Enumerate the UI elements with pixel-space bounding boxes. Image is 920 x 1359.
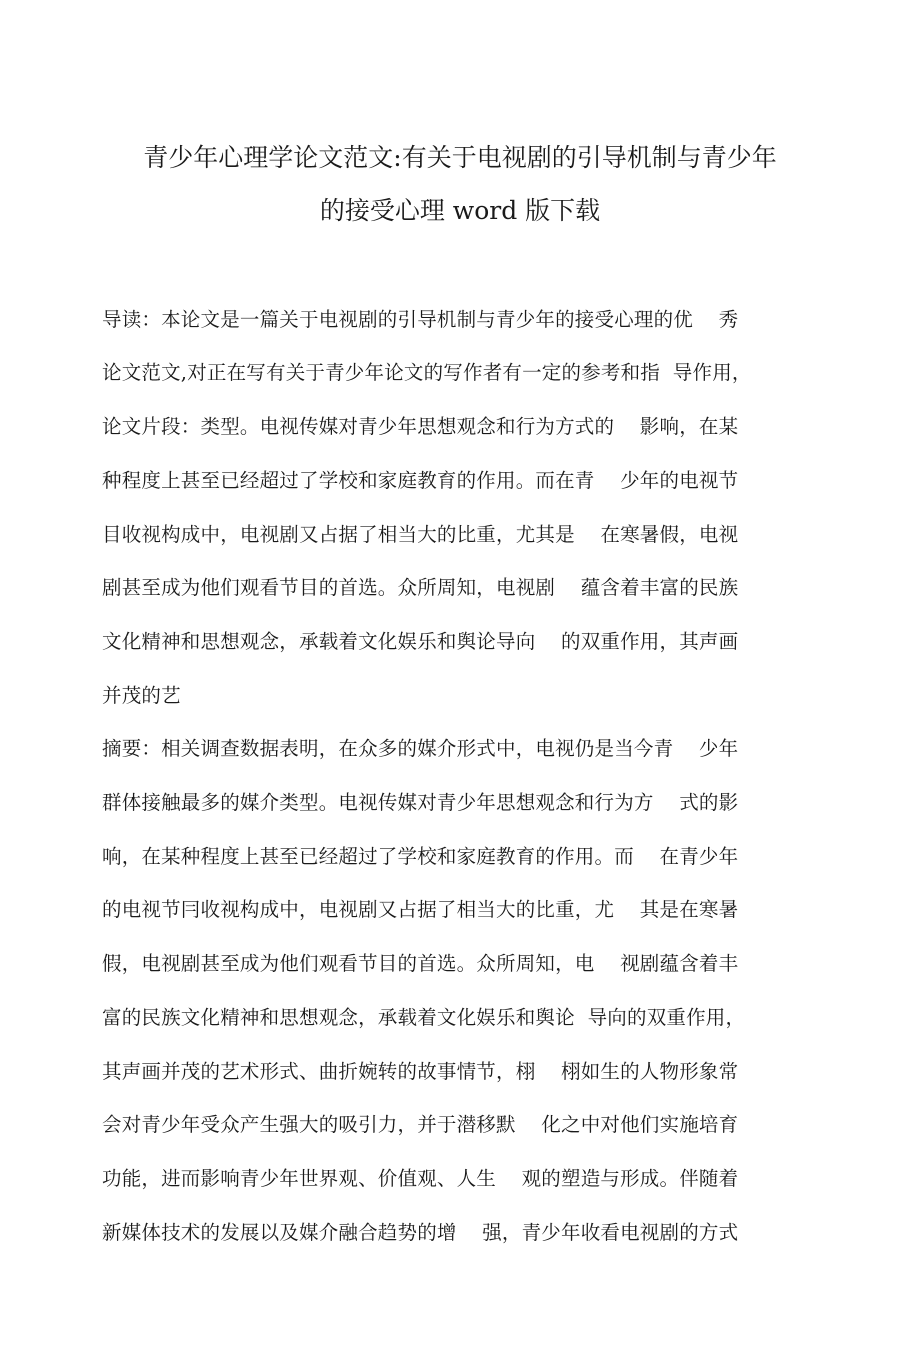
body-line: 其声画并茂的艺术形式、曲折婉转的故事情节，栩 栩如生的人物形象常: [102, 1060, 739, 1083]
body-line: 摘要：相关调查数据表明，在众多的媒介形式中，电视仍是当今青 少年: [102, 737, 739, 760]
body-line: 目收视构成中，电视剧又占据了相当大的比重，尤其是 在寒暑假，电视: [102, 523, 739, 546]
body-line: 导读：本论文是一篇关于电视剧的引导机制与青少年的接受心理的优 秀: [102, 308, 739, 331]
body-line: 富的民族文化精神和思想观念，承载着文化娱乐和舆论 导向的双重作用，: [102, 1006, 746, 1029]
body-line: 群体接触最多的媒介类型。电视传媒对青少年思想观念和行为方 式的影: [102, 791, 739, 814]
body-line: 新媒体技术的发展以及媒介融合趋势的增 强，青少年收看电视剧的方式: [102, 1221, 739, 1244]
body-line: 论文范文,对正在写有关于青少年论文的写作者有一定的参考和指 导作用，: [102, 361, 752, 384]
body-line: 响，在某种程度上甚至已经超过了学校和家庭教育的作用。而 在青少年: [102, 845, 739, 868]
document-title-line-1: 青少年心理学论文范文:有关于电视剧的引导机制与青少年: [143, 143, 777, 172]
body-line: 文化精神和思想观念，承载着文化娱乐和舆论导向 的双重作用，其声画: [102, 630, 739, 653]
body-line: 种程度上甚至已经超过了学校和家庭教育的作用。而在青 少年的电视节: [102, 469, 739, 492]
body-line: 并茂的艺: [102, 684, 181, 707]
body-line: 假，电视剧甚至成为他们观看节目的首选。众所周知，电 视剧蕴含着丰: [102, 952, 739, 975]
document-title-line-2: 的接受心理 word 版下载: [319, 196, 601, 225]
body-line: 剧甚至成为他们观看节目的首选。众所周知，电视剧 蕴含着丰富的民族: [102, 576, 739, 599]
body-line: 会对青少年受众产生强大的吸引力，并于潜移默 化之中对他们实施培育: [102, 1113, 739, 1136]
body-line: 论文片段：类型。电视传媒对青少年思想观念和行为方式的 影响，在某: [102, 415, 739, 438]
body-line: 功能，进而影响青少年世界观、价值观、人生 观的塑造与形成。伴随着: [102, 1167, 739, 1190]
body-line: 的电视节冃收视构成中，电视剧又占据了相当大的比重，尤 其是在寒暑: [102, 898, 739, 921]
